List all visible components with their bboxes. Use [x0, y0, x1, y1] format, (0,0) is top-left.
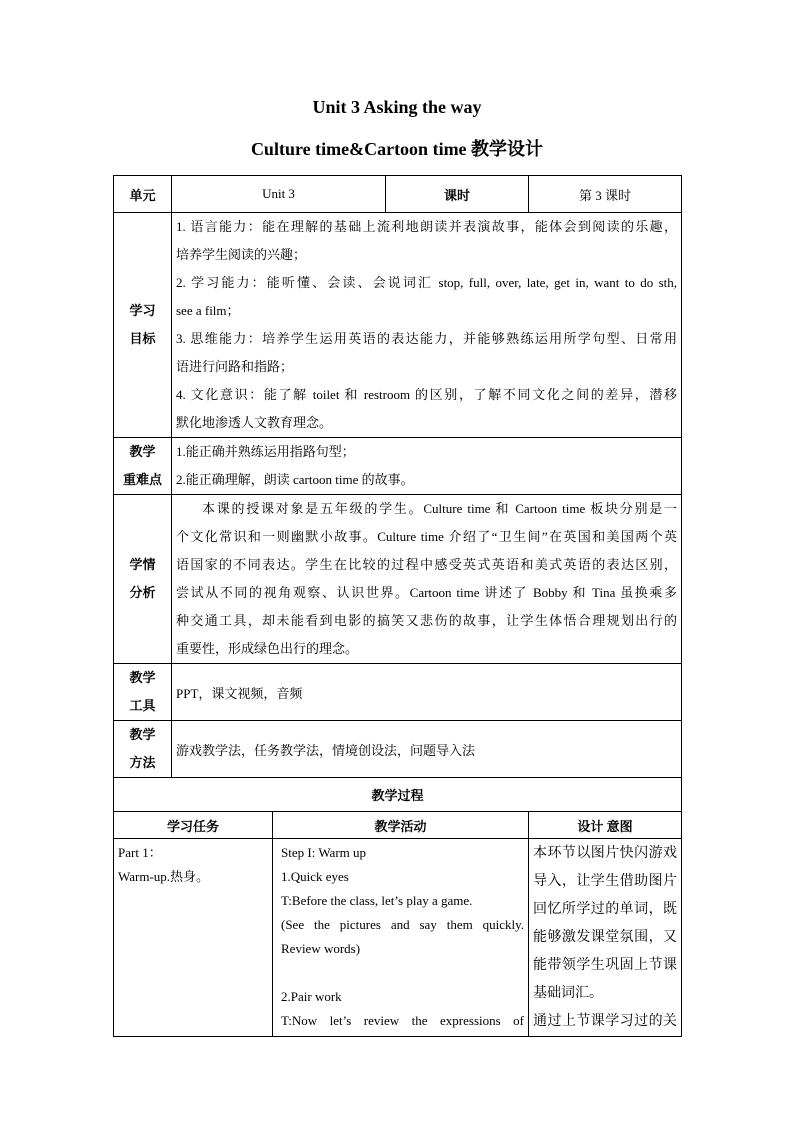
lesson-plan-table — [113, 175, 682, 1037]
activity-line: 2.Pair work — [281, 989, 342, 1004]
part-label: Part 1： — [118, 845, 162, 860]
analysis-label-b: 分析 — [129, 585, 156, 600]
activity-line: T:Before the class, let’s play a game. — [281, 893, 473, 908]
keypoints-label — [114, 438, 172, 495]
analysis-line: 语国家的不同表达。学生在比较的过程中感受英式英语和美式英语的表达区别， — [176, 557, 678, 572]
activity-cell — [273, 839, 529, 1037]
methods-label-a: 教学 — [129, 727, 156, 742]
methods-label-b: 方法 — [129, 755, 156, 770]
tools-label-a: 教学 — [129, 670, 156, 685]
document-title: Unit 3 Asking the way — [312, 97, 482, 117]
task-cell — [114, 839, 273, 1037]
design-line: 导入，让学生借助图片 — [533, 874, 678, 889]
tools-row — [114, 664, 682, 721]
lesson-label: 课时 — [386, 176, 529, 213]
keypoints-label-a: 教学 — [129, 444, 156, 459]
process-header-row — [114, 812, 682, 839]
activity-line — [281, 961, 524, 985]
analysis-content — [172, 495, 682, 664]
keypoints-content — [172, 438, 682, 495]
analysis-label — [114, 495, 172, 664]
activity-line: 1.Quick eyes — [281, 869, 349, 884]
methods-row — [114, 721, 682, 778]
objectives-label-b: 目标 — [129, 331, 156, 346]
col-header-task: 学习任务 — [114, 812, 273, 839]
analysis-row — [114, 495, 682, 664]
analysis-line: 个文化常识和一则幽默小故事。Culture time 介绍了“卫生间”在英国和美国两个英 — [176, 529, 678, 544]
objectives-label-a: 学习 — [129, 303, 156, 318]
analysis-line: 尝试从不同的视角观察、认识世界。Cartoon time 讲述了 Bobby 和 Tina 虽换乘多 — [176, 585, 678, 600]
unit-row — [114, 176, 682, 213]
activity-line: T:Now let’s review the expressions of — [281, 1013, 524, 1028]
tools-label — [114, 664, 172, 721]
process-row — [114, 839, 682, 1037]
objective-line: 4. 文化意识：能了解 toilet 和 restroom 的区别，了解不同文化之间的差异，潜移 — [176, 387, 678, 402]
objective-line: 语进行问路和指路； — [176, 359, 294, 374]
design-line: 能带领学生巩固上节课 — [533, 958, 678, 973]
document-subtitle: Culture time&Cartoon time 教学设计 — [250, 139, 544, 159]
methods-label — [114, 721, 172, 778]
keypoints-row — [114, 438, 682, 495]
design-cell — [529, 839, 682, 1037]
design-line: 能够激发课堂氛围，又 — [533, 930, 678, 945]
analysis-line: 重要性，形成绿色出行的理念。 — [176, 641, 359, 656]
design-line: 通过上节课学习过的关 — [533, 1014, 678, 1029]
design-line: 本环节以图片快闪游戏 — [533, 846, 678, 861]
objective-line: 3. 思维能力：培养学生运用英语的表达能力，并能够熟练运用所学句型、日常用 — [176, 331, 678, 346]
objective-line: see a film； — [176, 303, 240, 318]
activity-line: (See the pictures and say them quickly. — [281, 917, 524, 932]
objectives-row — [114, 213, 682, 438]
col-header-design: 设计 意图 — [529, 812, 682, 839]
keypoint-line: 2.能正确理解，朗读 cartoon time 的故事。 — [176, 472, 414, 487]
analysis-line: 本课的授课对象是五年级的学生。Culture time 和 Cartoon time 板块分别是一 — [202, 501, 678, 516]
tools-label-b: 工具 — [129, 698, 156, 713]
col-header-activity: 教学活动 — [273, 812, 529, 839]
tools-content: PPT，课文视频，音频 — [172, 664, 682, 721]
design-line: 基础词汇。 — [533, 986, 603, 1001]
unit-label: 单元 — [114, 176, 172, 213]
objective-line: 2. 学习能力：能听懂、会读、会说词汇 stop, full, over, late, get in, want to do sth, — [176, 275, 678, 290]
lesson-value: 第 3 课时 — [529, 176, 682, 213]
keypoint-line: 1.能正确并熟练运用指路句型； — [176, 444, 355, 459]
objective-line: 培养学生阅读的兴趣； — [176, 247, 307, 262]
objective-line: 默化地渗透人文教育理念。 — [176, 415, 333, 430]
keypoints-label-b: 重难点 — [122, 472, 162, 487]
part-name: Warm-up.热身。 — [118, 869, 210, 884]
design-line: 回忆所学过的单词，既 — [533, 902, 678, 917]
process-title: 教学过程 — [114, 778, 682, 812]
process-title-row — [114, 778, 682, 812]
analysis-label-a: 学情 — [129, 557, 156, 572]
objectives-label — [114, 213, 172, 438]
objective-line: 1. 语言能力：能在理解的基础上流利地朗读并表演故事，能体会到阅读的乐趣， — [176, 219, 678, 234]
activity-line: Review words) — [281, 941, 361, 956]
activity-line: Step I: Warm up — [281, 845, 367, 860]
objectives-content — [172, 213, 682, 438]
unit-value: Unit 3 — [172, 176, 386, 213]
methods-content: 游戏教学法，任务教学法，情境创设法，问题导入法 — [172, 721, 682, 778]
analysis-line: 种交通工具，却未能看到电影的搞笑又悲伤的故事，让学生体悟合理规划出行的 — [176, 613, 678, 628]
